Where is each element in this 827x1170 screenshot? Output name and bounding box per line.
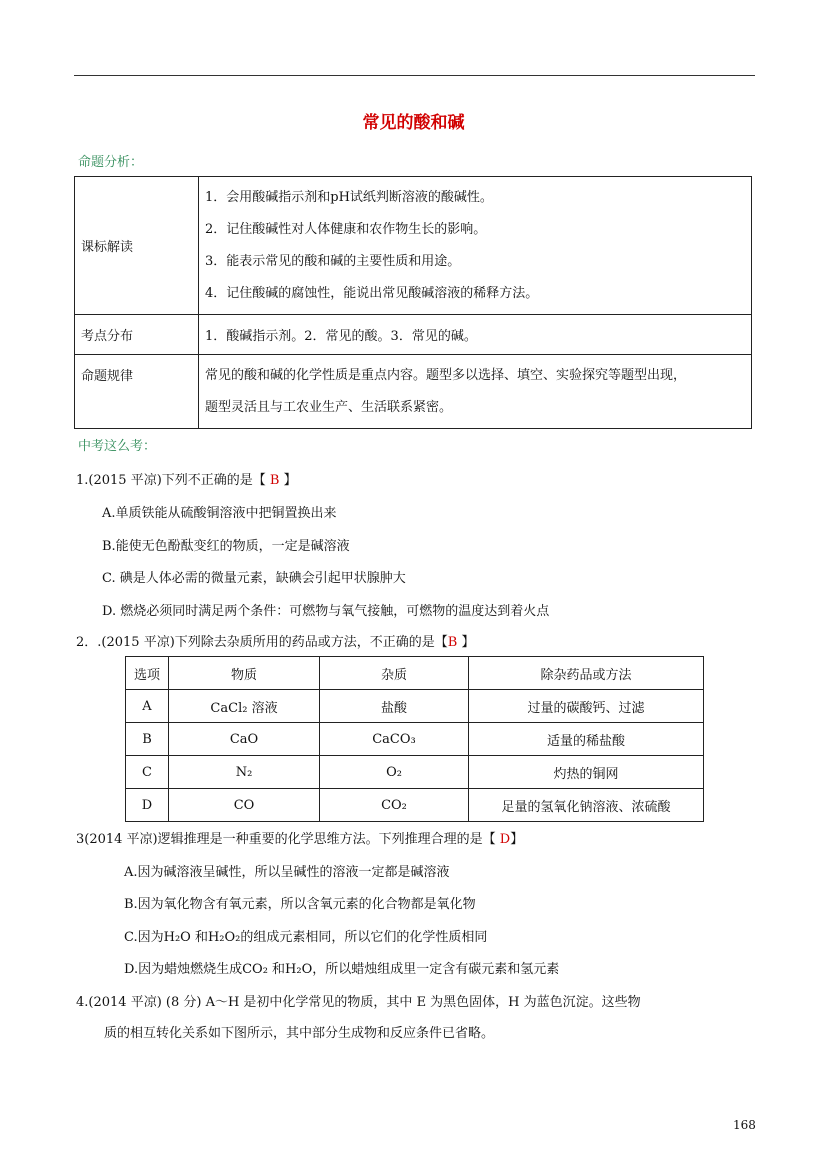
question-1-option-c: C. 碘是人体必需的微量元素，缺碘会引起甲状腺肿大: [102, 571, 406, 586]
analysis-row-rules: [75, 355, 752, 429]
answer-text: B: [265, 473, 284, 488]
table-cell: 灼热的铜网: [469, 756, 704, 789]
question-1-option-b: B.能使无色酚酞变红的物质，一定是碱溶液: [102, 539, 350, 554]
question-1-option-d: D. 燃烧必须同时满足两个条件：可燃物与氧气接触，可燃物的温度达到着火点: [102, 604, 550, 619]
header-rule: [74, 75, 755, 76]
standard-item: 3．能表示常见的酸和碱的主要性质和用途。: [205, 253, 461, 269]
header-cell: 物质: [169, 657, 320, 690]
table-cell: 盐酸: [320, 690, 469, 723]
table-cell: A: [126, 690, 169, 723]
stem-text: 3(2014 平凉)逻辑推理是一种重要的化学思维方法。下列推理合理的是【: [76, 832, 500, 847]
standard-item: 4．记住酸碱的腐蚀性，能说出常见酸碱溶液的稀释方法。: [205, 285, 539, 301]
table-header-row: [126, 657, 704, 690]
table-row: [126, 756, 704, 789]
page-number: 168: [733, 1118, 756, 1132]
table-cell: 足量的氢氧化钠溶液、浓硫酸: [469, 789, 704, 822]
table-row: [126, 690, 704, 723]
header-cell: 除杂药品或方法: [469, 657, 704, 690]
stem-text: 1.(2015 平凉)下列不正确的是【: [76, 473, 266, 488]
page-title: 常见的酸和碱: [362, 113, 465, 133]
bracket-close: 】: [457, 635, 475, 650]
bracket-close: 】: [283, 473, 297, 488]
question-2-stem: [76, 631, 474, 650]
question-4-line-1: 4.(2014 平凉) (8 分) A～H 是初中化学常见的物质，其中 E 为黑色固体，H 为蓝色沉淀。这些物: [76, 995, 641, 1010]
impurity-table: [125, 656, 704, 822]
question-1-option-a: A.单质铁能从硫酸铜溶液中把铜置换出来: [102, 506, 337, 521]
question-3-option-d: D.因为蜡烛燃烧生成CO₂ 和H₂O，所以蜡烛组成里一定含有碳元素和氢元素: [124, 962, 560, 977]
header-cell: 选项: [126, 657, 169, 690]
table-cell: O₂: [320, 756, 469, 789]
question-3-option-a: A.因为碱溶液呈碱性，所以呈碱性的溶液一定都是碱溶液: [124, 865, 450, 880]
row-label: 命题规律: [75, 355, 199, 429]
standard-item: 2．记住酸碱性对人体健康和农作物生长的影响。: [205, 221, 487, 237]
question-1-stem: [76, 469, 297, 488]
table-row: [126, 723, 704, 756]
stem-text: 2．.(2015 平凉)下列除去杂质所用的药品或方法，不正确的是【: [76, 635, 448, 650]
table-cell: CO₂: [320, 789, 469, 822]
row-content: [199, 355, 752, 429]
answer-text: B: [447, 635, 458, 650]
table-cell: 过量的碳酸钙、过滤: [469, 690, 704, 723]
row-label: 课标解读: [75, 177, 199, 315]
table-cell: CaO: [169, 723, 320, 756]
question-4-line-2: 质的相互转化关系如下图所示，其中部分生成物和反应条件已省略。: [104, 1026, 495, 1041]
table-row: [126, 789, 704, 822]
analysis-row-points: [75, 315, 752, 355]
bracket-close: 】: [510, 832, 524, 847]
table-cell: CaCO₃: [320, 723, 469, 756]
section-heading-exam: 中考这么考：: [78, 439, 157, 454]
analysis-row-standards: [75, 177, 752, 315]
section-heading-analysis: 命题分析：: [78, 155, 144, 170]
answer-text: D: [499, 832, 511, 847]
row-content: [199, 177, 752, 315]
table-cell: C: [126, 756, 169, 789]
table-cell: D: [126, 789, 169, 822]
table-cell: 适量的稀盐酸: [469, 723, 704, 756]
table-cell: CO: [169, 789, 320, 822]
question-3-option-b: B.因为氧化物含有氧元素，所以含氧元素的化合物都是氧化物: [124, 897, 476, 912]
rule-line: 题型灵活且与工农业生产、生活联系紧密。: [205, 399, 453, 415]
table-cell: CaCl₂ 溶液: [169, 690, 320, 723]
table-cell: N₂: [169, 756, 320, 789]
row-content: 1．酸碱指示剂。2．常见的酸。3．常见的碱。: [199, 315, 752, 355]
question-3-stem: [76, 828, 523, 847]
rule-line: 常见的酸和碱的化学性质是重点内容。题型多以选择、填空、实验探究等题型出现，: [205, 367, 687, 383]
analysis-table: [74, 176, 752, 429]
question-3-option-c: C.因为H₂O 和H₂O₂的组成元素相同，所以它们的化学性质相同: [124, 930, 488, 945]
row-label: 考点分布: [75, 315, 199, 355]
standard-item: 1．会用酸碱指示剂和pH试纸判断溶液的酸碱性。: [205, 189, 493, 205]
table-cell: B: [126, 723, 169, 756]
header-cell: 杂质: [320, 657, 469, 690]
